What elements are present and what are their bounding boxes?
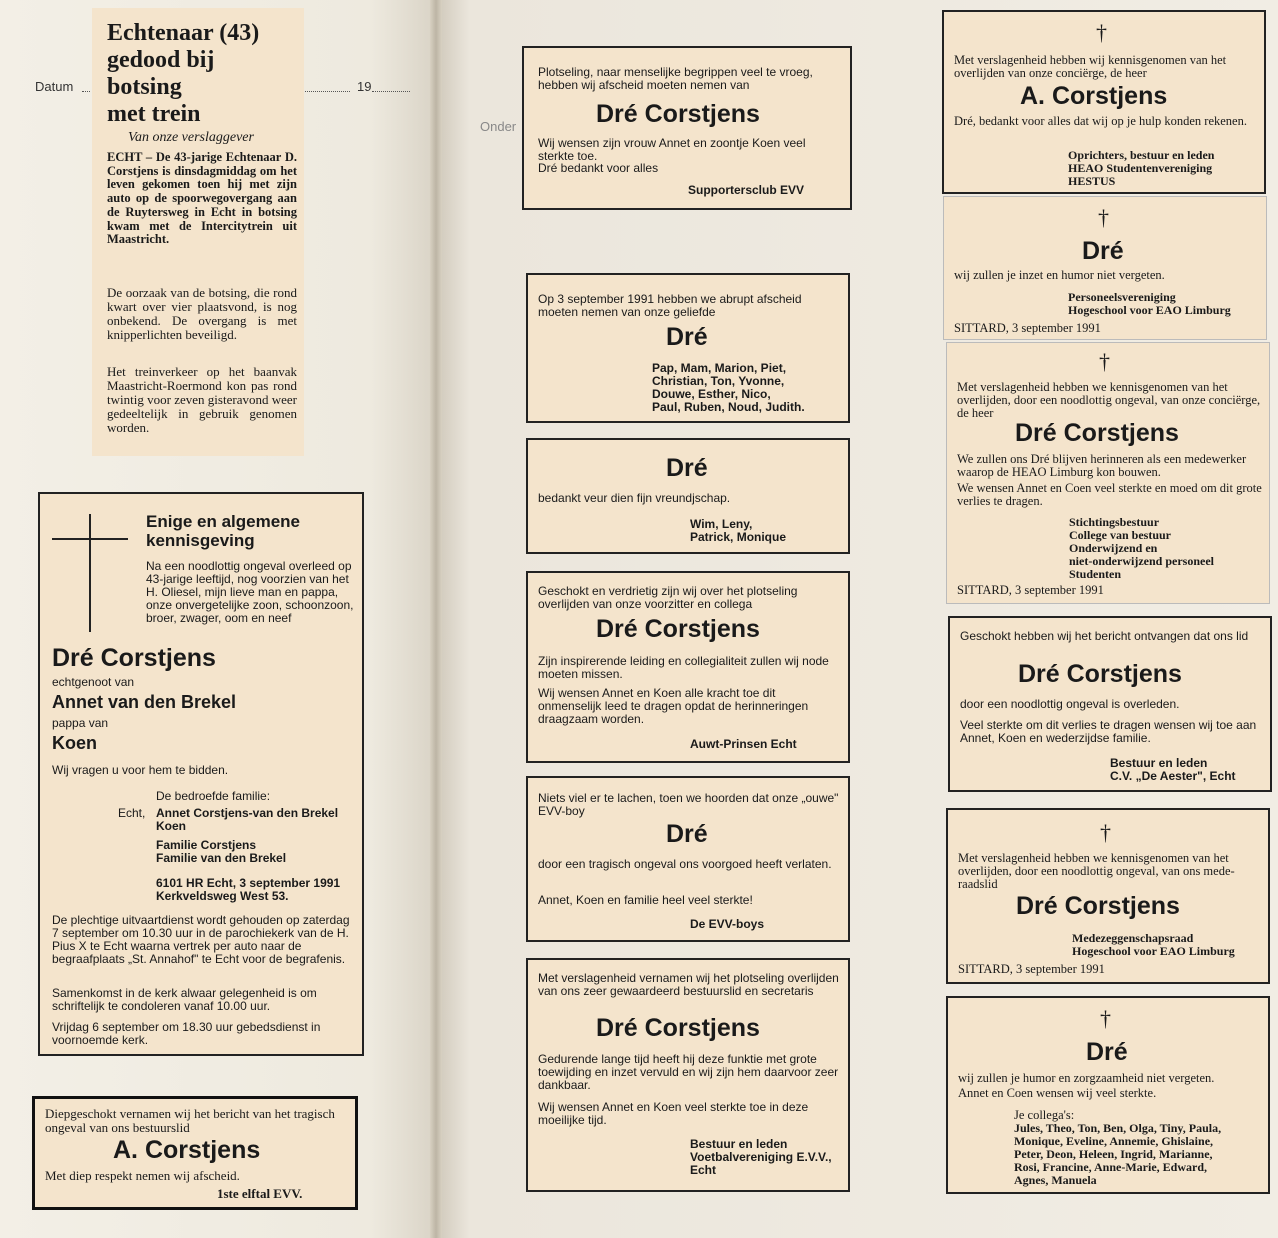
article-paragraph-1: ECHT – De 43-jarige Echtenaar D. Corstjens is dinsdagmiddag om het leven gekomen toen hij met zijn auto op de spoorwegovergang aan de Ruytersweg in Echt in botsing kwam met de Intercitytrein uit Maastricht. <box>107 150 297 247</box>
auwt-paragraph-1: Zijn inspirerende leiding en collegialiteit zullen wij node moeten missen. <box>538 654 829 681</box>
colleagues-sig-2: Monique, Eveline, Annemie, Ghislaine, <box>1014 1134 1214 1148</box>
colleagues-sig-4: Rosi, Francine, Anne-Marie, Edward, <box>1014 1160 1207 1174</box>
council-text: Met verslagenheid hebben we kennisgenomen van het overlijden, door een noodlottig ongeval, van ons mede-raadslid <box>958 851 1235 891</box>
dagger-icon: † <box>1100 820 1111 845</box>
supporters-text: Plotseling, naar menselijke begrippen veel te vroeg, hebben wij afscheid moeten nemen van <box>538 65 813 92</box>
club-text: Met verslagenheid vernamen wij het plotseling overlijden van ons zeer gewaardeerd bestuurslid en secretaris <box>538 971 839 998</box>
board-text: Met verslagenheid hebben we kennisgenomen van het overlijden, door een noodlottig ongeval, van onze conciërge, de heer <box>957 380 1261 420</box>
family-member-4: Familie van den Brekel <box>156 851 287 865</box>
board-sig-2: College van bestuur <box>1069 528 1171 542</box>
colleagues-notice <box>946 996 1270 1194</box>
byline: Van onze verslaggever <box>128 130 254 145</box>
elftal-signature: 1ste elftal EVV. <box>217 1186 303 1201</box>
hestus-notice <box>942 10 1266 194</box>
hestus-text: Met verslagenheid hebben wij kennisgenomen van het overlijden van onze conciërge, de heer <box>954 53 1227 80</box>
year-prefix: 19 <box>357 79 372 94</box>
aester-sig-2: C.V. „De Aester", Echt <box>1110 769 1236 783</box>
friends-text: bedankt veur dien fijn vreundjschap. <box>538 491 731 505</box>
relatives-sig-1: Pap, Mam, Marion, Piet, <box>652 361 787 375</box>
staff-sig-1: Personeelsvereniging <box>1068 290 1176 304</box>
club-paragraph-1: Gedurende lange tijd heeft hij deze funktie met grote toewijding en inzet vervuld en wij zijn hem daarvoor zeer dankbaar. <box>538 1052 839 1092</box>
datum-label: Datum <box>35 79 74 94</box>
date-dots <box>302 91 350 92</box>
boys-name: Dré <box>666 820 708 848</box>
aester-paragraph-2: Veel sterkte om dit verlies te dragen wensen wij toe aan Annet, Koen en wederzijdse familie. <box>960 718 1257 745</box>
council-sig-1: Medezeggenschapsraad <box>1072 931 1194 945</box>
auwt-paragraph-2: Wij wensen Annet en Koen alle kracht toe dit onmenselijk leed te dragen opdat de herinneringen draagzaam worden. <box>538 686 809 726</box>
supporters-wish: Wij wensen zijn vrouw Annet en zoontje Koen veel sterkte toe. <box>538 136 806 163</box>
condolence-info: Samenkomst in de kerk alwaar gelegenheid is om schriftelijk te condoleren vanaf 10.00 uur. <box>52 986 317 1013</box>
staff-name: Dré <box>1082 237 1124 265</box>
colleagues-sig-5: Agnes, Manuela <box>1014 1173 1097 1187</box>
friends-name: Dré <box>666 454 708 482</box>
supporters-signature: Supportersclub EVV <box>688 183 805 197</box>
dagger-icon: † <box>1099 349 1110 374</box>
staff-sig-2: Hogeschool voor EAO Limburg <box>1068 303 1231 317</box>
relatives-sig-4: Paul, Ruben, Noud, Judith. <box>652 400 805 414</box>
board-paragraph-1: We zullen ons Dré blijven herinneren als een medewerker waarop de HEAO Limburg kon bouwen. <box>957 452 1247 479</box>
family-member-1: Annet Corstjens-van den Brekel <box>156 806 339 820</box>
cross-bar <box>52 538 128 540</box>
staff-date: SITTARD, 3 september 1991 <box>954 321 1101 335</box>
headline-line-2: gedood bij <box>107 47 215 73</box>
spouse-name: Annet van den Brekel <box>52 692 237 712</box>
colleagues-paragraph-1: wij zullen je humor en zorgzaamheid niet vergeten. <box>958 1071 1215 1085</box>
friends-sig-1: Wim, Leny, <box>690 517 753 531</box>
book-spine <box>430 0 442 1238</box>
hestus-name: A. Corstjens <box>1020 82 1168 110</box>
club-sig-3: Echt <box>690 1163 717 1177</box>
headline-line-3: botsing <box>107 74 182 100</box>
family-member-2: Koen <box>156 819 186 833</box>
aester-text: Geschokt hebben wij het bericht ontvangen dat ons lid <box>960 629 1249 643</box>
aester-notice <box>948 616 1272 792</box>
staff-notice <box>943 196 1267 340</box>
elftal-name: A. Corstjens <box>113 1136 261 1164</box>
family-member-3: Familie Corstjens <box>156 838 257 852</box>
address-line-2: Kerkveldsweg West 53. <box>156 889 289 903</box>
father-label: pappa van <box>52 716 109 730</box>
aester-sig-1: Bestuur en leden <box>1110 756 1208 770</box>
friends-notice <box>526 438 850 554</box>
cross-icon <box>89 514 91 632</box>
relatives-sig-3: Douwe, Esther, Nico, <box>652 387 771 401</box>
colleagues-sig-1: Jules, Theo, Ton, Ben, Olga, Tiny, Paula, <box>1014 1121 1222 1135</box>
boys-paragraph-2: Annet, Koen en familie heel veel sterkte! <box>538 893 753 907</box>
place-label: Echt, <box>118 806 146 820</box>
boys-signature: De EVV-boys <box>690 917 765 931</box>
elftal-respect: Met diep respekt nemen wij afscheid. <box>45 1168 240 1183</box>
relatives-name: Dré <box>666 323 708 351</box>
hestus-sig-1: Oprichters, bestuur en leden <box>1068 148 1215 162</box>
aester-name: Dré Corstjens <box>1018 660 1182 688</box>
headline-line-1: Echtenaar (43) <box>107 20 260 46</box>
colleagues-sig-label: Je collega's: <box>1014 1108 1075 1122</box>
board-sig-1: Stichtingsbestuur <box>1069 515 1160 529</box>
staff-text: wij zullen je inzet en humor niet vergeten. <box>954 268 1165 282</box>
hestus-sig-3: HESTUS <box>1068 174 1116 188</box>
colleagues-name: Dré <box>1086 1038 1128 1066</box>
supporters-thanks: Dré bedankt voor alles <box>538 161 659 175</box>
auwt-prinsen-notice <box>526 571 850 763</box>
vigil-info: Vrijdag 6 september om 18.30 uur gebedsdienst in voornoemde kerk. <box>52 1020 321 1047</box>
council-notice <box>946 808 1270 984</box>
service-info: De plechtige uitvaartdienst wordt gehouden op zaterdag 7 september om 10.30 uur in de parochiekerk van de H. Pius X te Echt waarna vertrek per auto naar de begraafplaats „St. Annahof" te Echt voor de begrafenis. <box>52 913 350 966</box>
child-name: Koen <box>52 733 97 753</box>
relatives-notice <box>526 273 850 423</box>
club-name: Dré Corstjens <box>596 1014 760 1042</box>
article-paragraph-3: Het treinverkeer op het baanvak Maastricht-Roermond kon pas rond twintig voor zeven gisteravond weer gedeeltelijk in gebruik genomen worden. <box>107 364 297 435</box>
hestus-sig-2: HEAO Studentenvereniging <box>1068 161 1213 175</box>
board-sig-4: niet-onderwijzend personeel <box>1069 554 1214 568</box>
council-name: Dré Corstjens <box>1016 892 1180 920</box>
family-death-notice <box>38 492 364 1056</box>
notice-title: Enige en algemene kennisgeving <box>146 512 300 550</box>
address-line-1: 6101 HR Echt, 3 september 1991 <box>156 876 341 890</box>
spouse-label: echtgenoot van <box>52 675 135 689</box>
elftal-notice <box>32 1096 358 1210</box>
supporters-name: Dré Corstjens <box>596 100 760 128</box>
auwt-text: Geschokt en verdrietig zijn wij over het plotseling overlijden van onze voorzitter en collega <box>538 584 798 611</box>
board-date: SITTARD, 3 september 1991 <box>957 583 1104 597</box>
auwt-signature: Auwt-Prinsen Echt <box>690 737 797 751</box>
deceased-name: Dré Corstjens <box>52 644 216 672</box>
hestus-paragraph: Dré, bedankt voor alles dat wij op je hulp konden rekenen. <box>954 114 1247 128</box>
club-notice <box>526 958 850 1192</box>
dagger-icon: † <box>1098 205 1109 230</box>
headline-line-4: met trein <box>107 101 201 127</box>
board-sig-3: Onderwijzend en <box>1069 541 1158 555</box>
boys-paragraph-1: door een tragisch ongeval ons voorgoed heeft verlaten. <box>538 857 832 871</box>
aester-paragraph-1: door een noodlottig ongeval is overleden. <box>960 697 1180 711</box>
article-paragraph-2: De oorzaak van de botsing, die rond kwart over vier plaatsvond, is nog onbekend. De overgang is met knipperlichten beveiligd. <box>107 285 297 342</box>
council-sig-2: Hogeschool voor EAO Limburg <box>1072 944 1235 958</box>
board-notice <box>946 342 1270 604</box>
year-dots <box>372 91 410 92</box>
dagger-icon: † <box>1096 20 1107 45</box>
colleagues-sig-3: Peter, Deon, Heleen, Ingrid, Marianne, <box>1014 1147 1213 1161</box>
club-sig-2: Voetbalvereniging E.V.V., <box>690 1150 832 1164</box>
news-article <box>92 8 304 456</box>
club-sig-1: Bestuur en leden <box>690 1137 788 1151</box>
prayer-line: Wij vragen u voor hem te bidden. <box>52 763 229 777</box>
dagger-icon: † <box>1100 1006 1111 1031</box>
relatives-text: Op 3 september 1991 hebben we abrupt afscheid moeten nemen van onze geliefde <box>538 292 802 319</box>
relatives-sig-2: Christian, Ton, Yvonne, <box>652 374 785 388</box>
datum-dots <box>82 91 90 92</box>
board-name: Dré Corstjens <box>1015 419 1179 447</box>
notice-intro: Na een noodlottig ongeval overleed op 43-jarige leeftijd, nog voorzien van het H. Oliesel, mijn lieve man en pappa, onze onvergetelijke zoon, schoonzoon, broer, zwager, oom en neef <box>146 559 354 625</box>
evv-boys-notice <box>526 776 850 942</box>
onder-label: Onder <box>480 119 517 134</box>
supporters-notice <box>522 46 852 210</box>
family-label: De bedroefde familie: <box>156 789 271 803</box>
board-sig-5: Studenten <box>1069 567 1122 581</box>
elftal-text: Diepgeschokt vernamen wij het bericht van het tragisch ongeval van ons bestuurslid <box>45 1106 335 1135</box>
board-paragraph-2: We wensen Annet en Coen veel sterkte en moed om dit grote verlies te dragen. <box>957 481 1262 508</box>
club-paragraph-2: Wij wensen Annet en Koen veel sterkte toe in deze moeilijke tijd. <box>538 1100 809 1127</box>
auwt-name: Dré Corstjens <box>596 615 760 643</box>
council-date: SITTARD, 3 september 1991 <box>958 962 1105 976</box>
colleagues-paragraph-2: Annet en Coen wensen wij veel sterkte. <box>958 1086 1157 1100</box>
boys-text: Niets viel er te lachen, toen we hoorden dat onze „ouwe" EVV-boy <box>538 791 839 818</box>
friends-sig-2: Patrick, Monique <box>690 530 787 544</box>
